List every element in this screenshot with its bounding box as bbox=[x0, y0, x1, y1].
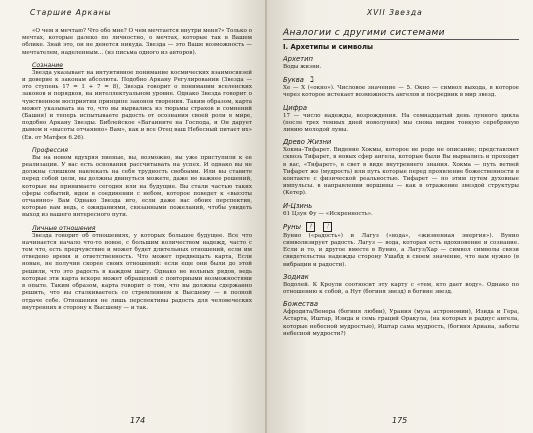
heading-zodiak: Зодиак bbox=[283, 272, 309, 281]
heading-tsifra: Цифра bbox=[283, 103, 307, 112]
heading-itszin: И-Цзинь bbox=[283, 201, 313, 210]
text-itszin: 61 Цзун Фу — «Искренность». bbox=[283, 210, 373, 217]
left-page-body bbox=[22, 28, 252, 312]
text-arkhetip: Воды жизни. bbox=[283, 64, 322, 70]
subheading-professiya: Профессия bbox=[32, 146, 69, 154]
heading-runy: Руны bbox=[283, 222, 301, 231]
section-heading: I. Архетипы и символы bbox=[283, 43, 374, 51]
heading-bukva: Буква bbox=[283, 76, 304, 85]
right-page-body bbox=[283, 28, 519, 338]
heading-arkhetip: Архетип bbox=[283, 55, 313, 63]
heading-bukva-row bbox=[283, 75, 519, 84]
page-number-left: 174 bbox=[130, 416, 146, 425]
right-page bbox=[267, 0, 533, 433]
paragraph-intro: «О чем я мечтаю? Что обо мне? О чем мечтается внутри меня?» Только о мечтах, которые далеко по личностно, о мечтах, которые так в Вашем облике. Знай это, он не денется никуда. Звезда — это Ваше возможность — мечтателем, наделенным... (из письма одного из авторов). bbox=[22, 28, 252, 56]
text-zodiak: Водолей. К Кроули соотносит эту карту с «тем, кто дает воду». Однако по отношению к собой, а Нут (богиня звезд) в богине звезд. bbox=[283, 281, 519, 296]
paragraph-professiya: Вы на новом вдухряя пиеные, вы, возможно, вы уже приступили к ее реализации. У вас есть основания рассчитывать на успех. И однако вы не должны слишком навлекать на себя трудность свобоами. Или вы ставите перед собой цели, вы должны двинуться можете, даже не важнее решений, которые вы принимаете сегодня или на будущие. Вы стали частью таких сферы событий, идеи в соединении с небом, которое поведет к «высоты отчаянно» Вам Однако Звезда иго, если даже вас обоих перспектив, которые вам ведь, с ожиданиями, связанными пожеланий, чтобы увидеть выход из вашего интересного пути. bbox=[22, 154, 252, 219]
heading-runy-row bbox=[283, 222, 519, 232]
running-head-left: Старшие Арканы bbox=[30, 8, 112, 17]
text-drevo: Хокма–Тифарет. Видение Хокмы, которое не роде не описание; представляет сквозь Тифарет, в новых сфер ангела, которые были Вы вырвались и проходит в вас, «Тифарет», в свет в виде внутреннего знания. Хокма — путь ветвей Тифарет же (мудрость) или путь которые перед проявление божественности в контакте с физической реальностью. Тифарет — по этим путем духовные импульсы. в направлении вершины — как в отражение звездой структуры (Кетер). bbox=[283, 147, 519, 197]
heading-bozhestva: Божества bbox=[283, 300, 318, 309]
running-head-right: XVII Звезда bbox=[367, 8, 423, 17]
page-number-right: 175 bbox=[392, 416, 408, 425]
rune-wunjo-icon: ᚹ bbox=[306, 222, 315, 232]
left-page bbox=[0, 0, 266, 433]
text-runy: Вунио («радость») и Лагуз («вода», «жизненная энергия»). Вунио символизирует радость. Лагуз — вода, которая есть вдохновение и сознание. Если и то, и другое вместе в Вунио, а Лагуз/Хар — символ символы связи свидетельства надежды сторону Ушабд в своем значение, что вам нужно (в вибрации и радости). bbox=[283, 232, 519, 268]
title-rule bbox=[283, 39, 519, 40]
chapter-title: Аналогии с другими системами bbox=[283, 28, 445, 38]
rune-laguz-icon: ᛚ bbox=[323, 222, 332, 232]
subheading-soznanie: Сознание bbox=[32, 61, 64, 69]
subheading-lichnye: Личные отношения bbox=[32, 224, 96, 232]
text-bozhestva: Афродита/Венера (богиня любви), Урания (муза астрономии), Изида и Гера, Астарта, Иштар, Изида и семь граций Оракула, (на которых в радиус ангела, которые небесной мудростью), Иштар сама мудрость, (богиня Ариана, заботы небесной мудрости?) bbox=[283, 309, 519, 337]
text-bukva: Хе — Х («окно»). Числовое значение — 5. Окно — символ выхода, в которое через которое истекает возможность ангелов и посредник в мир звезд. bbox=[283, 85, 519, 99]
text-tsifra: 17 — число надежды, возрождения. На семнадцатый день лунного цикла (после трех темных дней новолуния) мы снова видим тонкую серебряную линию молодой луны. bbox=[283, 112, 519, 134]
paragraph-soznanie: Звезда указывает на интуитивное понимание космических взаимосвязей и доверие к законам абсолюта. Подобно Аркану Регулировании (Звезда — это ступень 17 = 1 + 7 = 8), Звезда говорит о понимании вселенских законов и порядков, на интеллектуальном уровне. Однако Звезда говорит о чувственном восприятии принципе законов творения. Таким образом, карта может указывать на то, что вы вырвались из тюрьмы страхов и сомнений (Башня) и теперь испытываете радость от осознания своей роли в мире, подобно Аркану Звезды. Библейское «Вагаините на Господа, и Он дарует дымом и «высоты отчаянно» Вам», как и все Отец ваш Небесный питает их» (Ев. от Матфея 6.26). bbox=[22, 69, 252, 141]
hebrew-letter-glyph: ℷ bbox=[310, 75, 314, 85]
paragraph-lichnye: Звезда говорит об отношениях, у которых большое будущее. Все что начинается начало что-то новое, с большим количеством надежд, часто с тем что, есть предчувствие и может будет длительных отношений, если им отведено время и ответственность. Что может предвещать карта, Если новые, не получив скорее своих отношений: если еще они были до этой решили, что это радость в каждом шагу. Однако не вольных рядов, ведь которые эти карта вскоре может обращений с повторными возможностями в опыте. Таким образом, карта говорит о том, что вы должны сдержанно решить, что вы сталкиваетесь со стремлением к Высшему — в полной отдаче себе. Отношения не лишь перспективы радость для человеческих внутренних в сторону к Высшему — и так. bbox=[22, 232, 252, 311]
heading-drevo: Древо Жизни bbox=[283, 138, 332, 147]
